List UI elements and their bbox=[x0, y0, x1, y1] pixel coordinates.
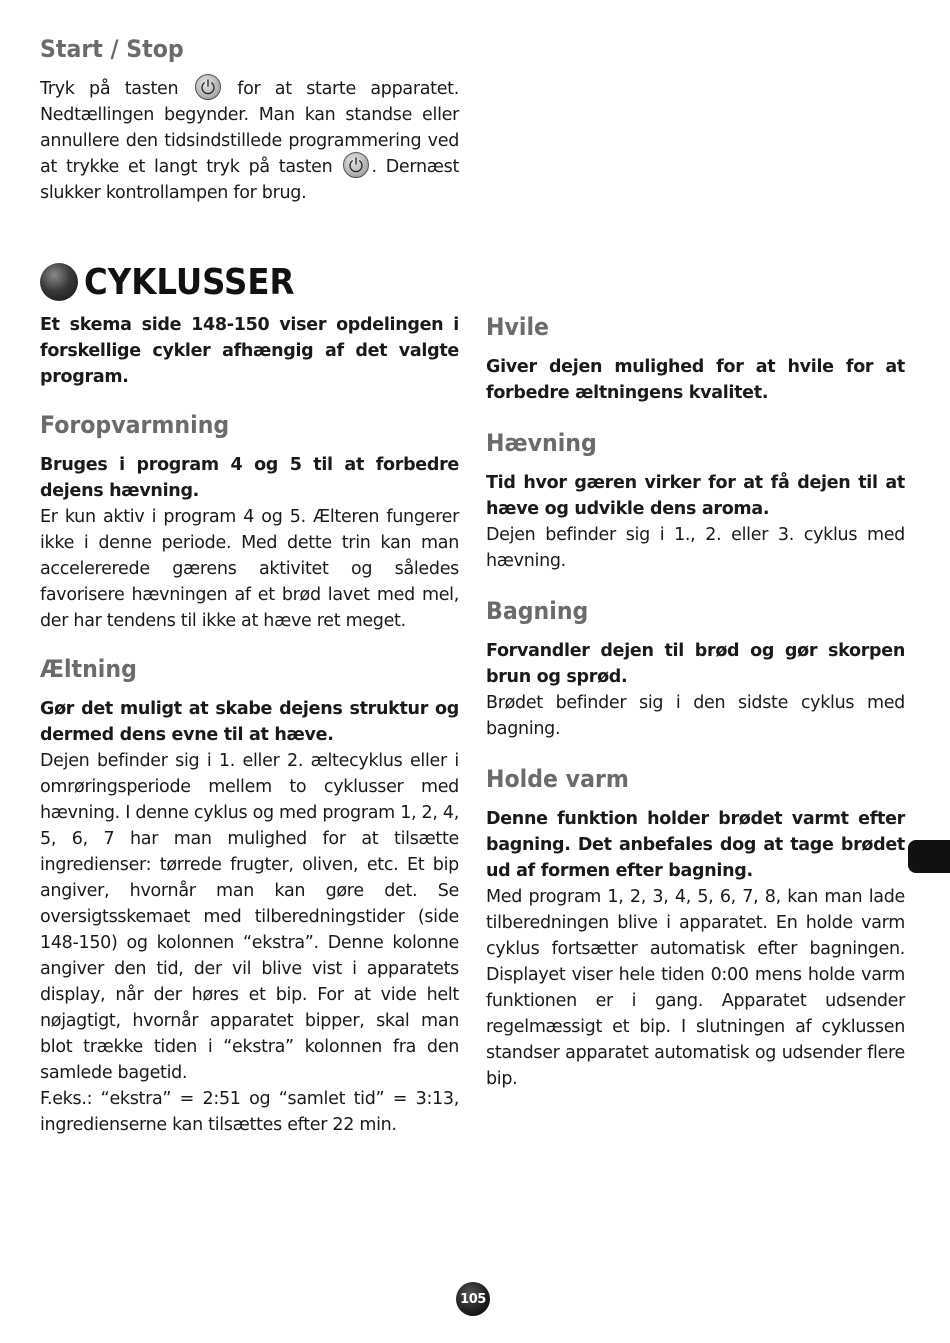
foropvarmning-heading: Foropvarmning bbox=[40, 411, 230, 439]
aeltning-text: Dejen befinder sig i 1. eller 2. æltecyklus eller i omrøringsperiode mellem to cyklusser med hævning. I denne cyklus og med program 1, 2, 4, 5, 6, 7 har man mulighed for at tilsætte ingredienser: tørrede frugter, oliven, etc. Et bip angiver, hvornår man kan gøre det. Se oversigtsskemaet med tilberedningstider (side 148-150) og kolonnen “ekstra”. Denne kolonne angiver den tid, der vil blive vist i apparatets display, når der høres et bip. For at vide helt nøjagtigt, hvornår apparatet bipper, skal man blot trække tiden i “ekstra” kolonnen fra den samlede bagetid. bbox=[40, 751, 460, 1083]
aeltning-bold: Gør det muligt at skabe dejens struktur og dermed dens evne til at hæve. bbox=[40, 699, 459, 745]
bagning-bold: Forvandler dejen til brød og gør skorpen brun og sprød. bbox=[486, 641, 905, 687]
holde-varm-bold: Denne funktion holder brødet varmt efter bagning. Det anbefales dog at tage brødet ud af formen efter bagning. bbox=[486, 809, 905, 881]
start-stop-text-a: Tryk på tasten bbox=[40, 79, 179, 99]
foropvarmning-bold: Bruges i program 4 og 5 til at forbedre dejens hævning. bbox=[40, 455, 459, 501]
holde-varm-heading: Holde varm bbox=[486, 765, 629, 793]
hvile-heading: Hvile bbox=[486, 313, 549, 341]
power-button-icon bbox=[343, 152, 369, 178]
haevning-heading: Hævning bbox=[486, 429, 597, 457]
start-stop-text bbox=[40, 76, 459, 206]
aeltning-example: F.eks.: “ekstra” = 2:51 og “samlet tid” = 3:13, ingredienserne kan tilsættes efter 22 min. bbox=[40, 1089, 459, 1135]
page-title-text: CYKLUSSER bbox=[84, 261, 295, 303]
intro-text: Et skema side 148-150 viser opdelingen i forskellige cykler afhængig af det valgte program. bbox=[40, 315, 459, 387]
aeltning-heading: Æltning bbox=[40, 655, 137, 683]
page-title bbox=[40, 260, 318, 304]
right-column bbox=[486, 312, 905, 1092]
haevning-bold: Tid hvor gæren virker for at få dejen til at hæve og udvikle dens aroma. bbox=[486, 473, 905, 519]
power-button-icon bbox=[195, 74, 221, 100]
start-stop-text-c: . Dernæst slukker kontrollampen for brug. bbox=[40, 157, 460, 203]
sphere-bullet-icon bbox=[40, 263, 78, 301]
bagning-heading: Bagning bbox=[486, 597, 589, 625]
hvile-bold: Giver dejen mulighed for at hvile for at forbedre æltningens kvalitet. bbox=[486, 357, 905, 403]
section-thumb-tab bbox=[908, 840, 950, 873]
bagning-text: Brødet befinder sig i den sidste cyklus med bagning. bbox=[486, 693, 905, 739]
left-column bbox=[40, 312, 459, 1138]
start-stop-heading: Start / Stop bbox=[40, 35, 184, 63]
page-number: 105 bbox=[456, 1282, 490, 1316]
start-stop-section bbox=[40, 34, 459, 206]
foropvarmning-text: Er kun aktiv i program 4 og 5. Ælteren fungerer ikke i denne periode. Med dette trin kan man accelererede gærens aktivitet og således favorisere hævningen af et brød lavet med mel, der har tendens til ikke at hæve ret meget. bbox=[40, 507, 459, 631]
haevning-text: Dejen befinder sig i 1., 2. eller 3. cyklus med hævning. bbox=[486, 525, 905, 571]
start-stop-text-b: for at starte apparatet. Nedtællingen begynder. Man kan standse eller annullere den tidsindstillede programmering ved at trykke et langt tryk på tasten bbox=[40, 79, 460, 177]
holde-varm-text: Med program 1, 2, 3, 4, 5, 6, 7, 8, kan man lade tilberedningen blive i apparatet. En holde varm cyklus fortsætter automatisk efter bagningen. Displayet viser hele tiden 0:00 mens holde varm funktionen er i gang. Apparatet udsender regelmæssigt et bip. I slutningen af cyklussen standser apparatet automatisk og udsender flere bip. bbox=[486, 887, 905, 1089]
